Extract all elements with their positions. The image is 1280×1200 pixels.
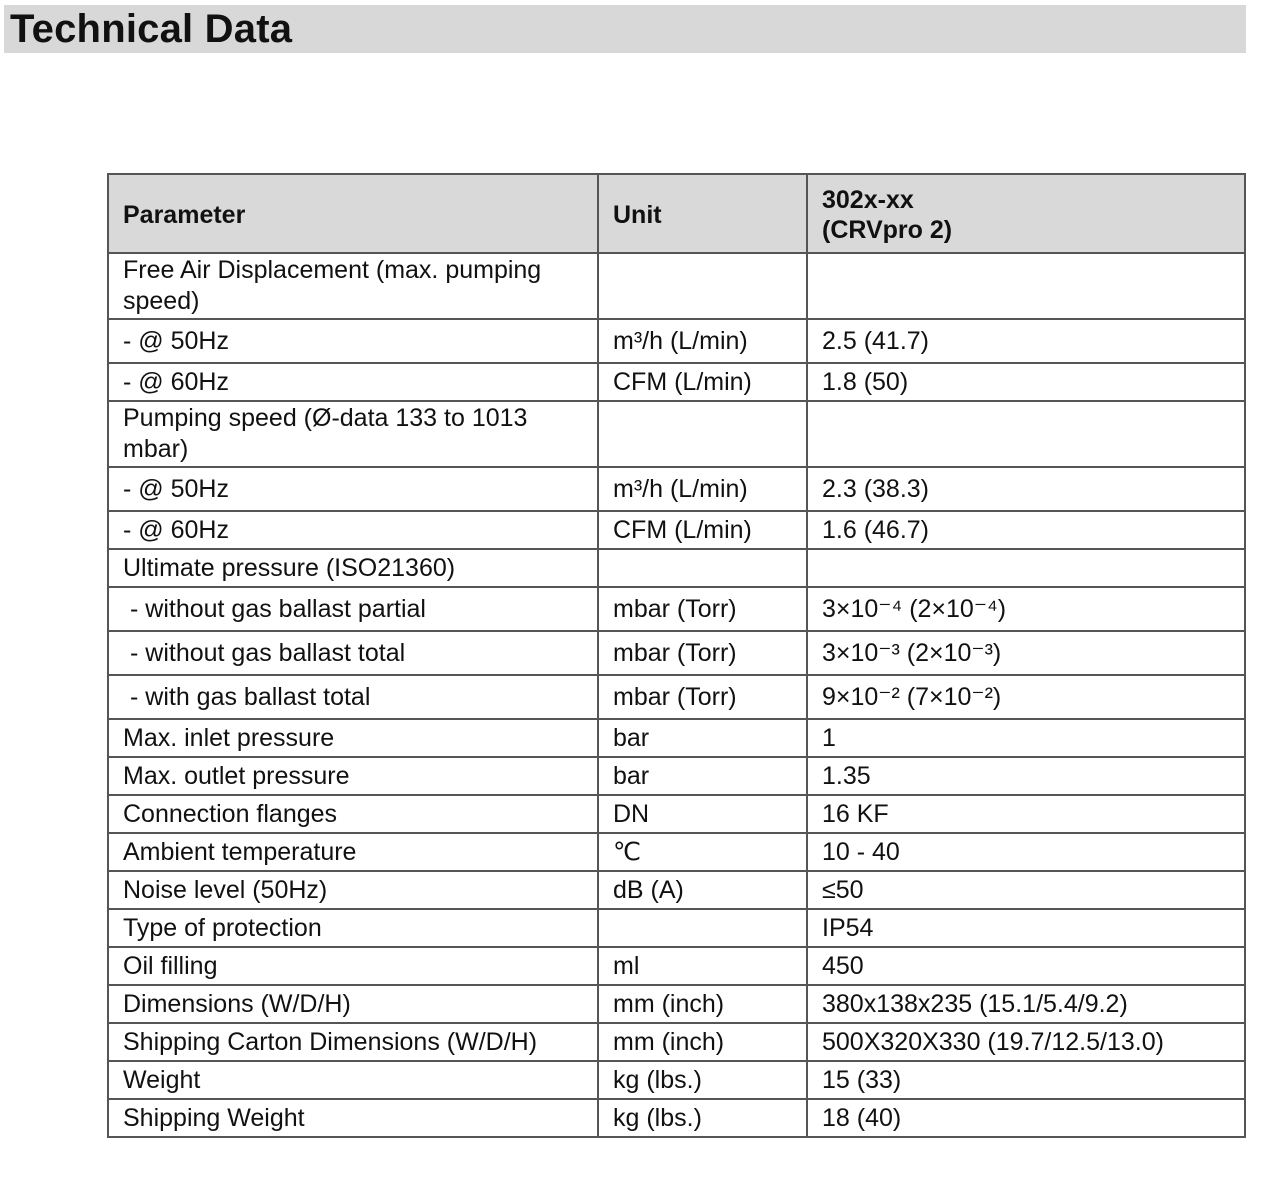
cell-unit: mbar (Torr) xyxy=(598,587,807,631)
table-row xyxy=(108,549,1245,587)
cell-value: 500X320X330 (19.7/12.5/13.0) xyxy=(807,1023,1245,1061)
table-row xyxy=(108,1023,1245,1061)
table-header xyxy=(108,174,1245,253)
cell-parameter: Noise level (50Hz) xyxy=(108,871,598,909)
table-row xyxy=(108,511,1245,549)
cell-parameter: Dimensions (W/D/H) xyxy=(108,985,598,1023)
cell-parameter: Ambient temperature xyxy=(108,833,598,871)
cell-value: 1.6 (46.7) xyxy=(807,511,1245,549)
cell-parameter: - without gas ballast partial xyxy=(108,587,598,631)
table-row xyxy=(108,675,1245,719)
cell-value xyxy=(807,253,1245,319)
cell-value: IP54 xyxy=(807,909,1245,947)
cell-unit: CFM (L/min) xyxy=(598,363,807,401)
table-row xyxy=(108,795,1245,833)
cell-parameter: Shipping Weight xyxy=(108,1099,598,1137)
cell-value: 3×10⁻⁴ (2×10⁻⁴) xyxy=(807,587,1245,631)
table-row xyxy=(108,253,1245,319)
cell-value: 10 - 40 xyxy=(807,833,1245,871)
cell-unit: dB (A) xyxy=(598,871,807,909)
cell-value: ≤50 xyxy=(807,871,1245,909)
cell-unit: m³/h (L/min) xyxy=(598,319,807,363)
cell-parameter: Shipping Carton Dimensions (W/D/H) xyxy=(108,1023,598,1061)
table-row xyxy=(108,631,1245,675)
cell-parameter: - @ 50Hz xyxy=(108,319,598,363)
header-parameter: Parameter xyxy=(108,174,598,253)
cell-value xyxy=(807,549,1245,587)
cell-value: 380x138x235 (15.1/5.4/9.2) xyxy=(807,985,1245,1023)
table-row xyxy=(108,467,1245,511)
table-row xyxy=(108,319,1245,363)
cell-parameter: Connection flanges xyxy=(108,795,598,833)
cell-unit: ℃ xyxy=(598,833,807,871)
table-row xyxy=(108,833,1245,871)
cell-parameter: - @ 60Hz xyxy=(108,511,598,549)
cell-value: 450 xyxy=(807,947,1245,985)
table-row xyxy=(108,587,1245,631)
cell-unit: mm (inch) xyxy=(598,1023,807,1061)
cell-unit xyxy=(598,909,807,947)
cell-unit: bar xyxy=(598,719,807,757)
cell-parameter: Oil filling xyxy=(108,947,598,985)
table-row xyxy=(108,909,1245,947)
cell-value: 9×10⁻² (7×10⁻²) xyxy=(807,675,1245,719)
cell-parameter: - without gas ballast total xyxy=(108,631,598,675)
table-row xyxy=(108,363,1245,401)
cell-unit: mm (inch) xyxy=(598,985,807,1023)
cell-unit: kg (lbs.) xyxy=(598,1061,807,1099)
header-model-number: 302x-xx xyxy=(822,185,914,214)
cell-value: 3×10⁻³ (2×10⁻³) xyxy=(807,631,1245,675)
cell-unit: ml xyxy=(598,947,807,985)
cell-parameter: Type of protection xyxy=(108,909,598,947)
header-unit: Unit xyxy=(598,174,807,253)
table-row xyxy=(108,947,1245,985)
cell-parameter: Max. inlet pressure xyxy=(108,719,598,757)
cell-value xyxy=(807,401,1245,467)
cell-unit xyxy=(598,253,807,319)
cell-value: 1 xyxy=(807,719,1245,757)
cell-unit: bar xyxy=(598,757,807,795)
cell-parameter: Free Air Displacement (max. pumping speed) xyxy=(108,253,598,319)
header-model-name: (CRVpro 2) xyxy=(822,215,953,244)
table-row xyxy=(108,1099,1245,1137)
cell-parameter: Pumping speed (Ø-data 133 to 1013 mbar) xyxy=(108,401,598,467)
cell-value: 16 KF xyxy=(807,795,1245,833)
section-title: Technical Data xyxy=(10,7,293,51)
technical-data-table xyxy=(107,173,1246,1138)
cell-unit: DN xyxy=(598,795,807,833)
table-body xyxy=(108,253,1245,1137)
cell-unit xyxy=(598,401,807,467)
cell-value: 1.8 (50) xyxy=(807,363,1245,401)
cell-value: 18 (40) xyxy=(807,1099,1245,1137)
cell-value: 2.5 (41.7) xyxy=(807,319,1245,363)
table-row xyxy=(108,871,1245,909)
table-row xyxy=(108,719,1245,757)
cell-parameter: Weight xyxy=(108,1061,598,1099)
cell-parameter: - @ 50Hz xyxy=(108,467,598,511)
table-row xyxy=(108,401,1245,467)
cell-parameter: - @ 60Hz xyxy=(108,363,598,401)
cell-parameter: Max. outlet pressure xyxy=(108,757,598,795)
cell-unit: mbar (Torr) xyxy=(598,631,807,675)
cell-parameter: Ultimate pressure (ISO21360) xyxy=(108,549,598,587)
cell-unit: kg (lbs.) xyxy=(598,1099,807,1137)
table-row xyxy=(108,757,1245,795)
cell-unit: m³/h (L/min) xyxy=(598,467,807,511)
cell-unit: mbar (Torr) xyxy=(598,675,807,719)
table-header-row xyxy=(108,174,1245,253)
cell-parameter: - with gas ballast total xyxy=(108,675,598,719)
table-row xyxy=(108,985,1245,1023)
section-title-bar xyxy=(4,5,1246,53)
cell-value: 15 (33) xyxy=(807,1061,1245,1099)
cell-value: 2.3 (38.3) xyxy=(807,467,1245,511)
cell-unit: CFM (L/min) xyxy=(598,511,807,549)
cell-value: 1.35 xyxy=(807,757,1245,795)
table-row xyxy=(108,1061,1245,1099)
cell-unit xyxy=(598,549,807,587)
header-model xyxy=(807,174,1245,253)
